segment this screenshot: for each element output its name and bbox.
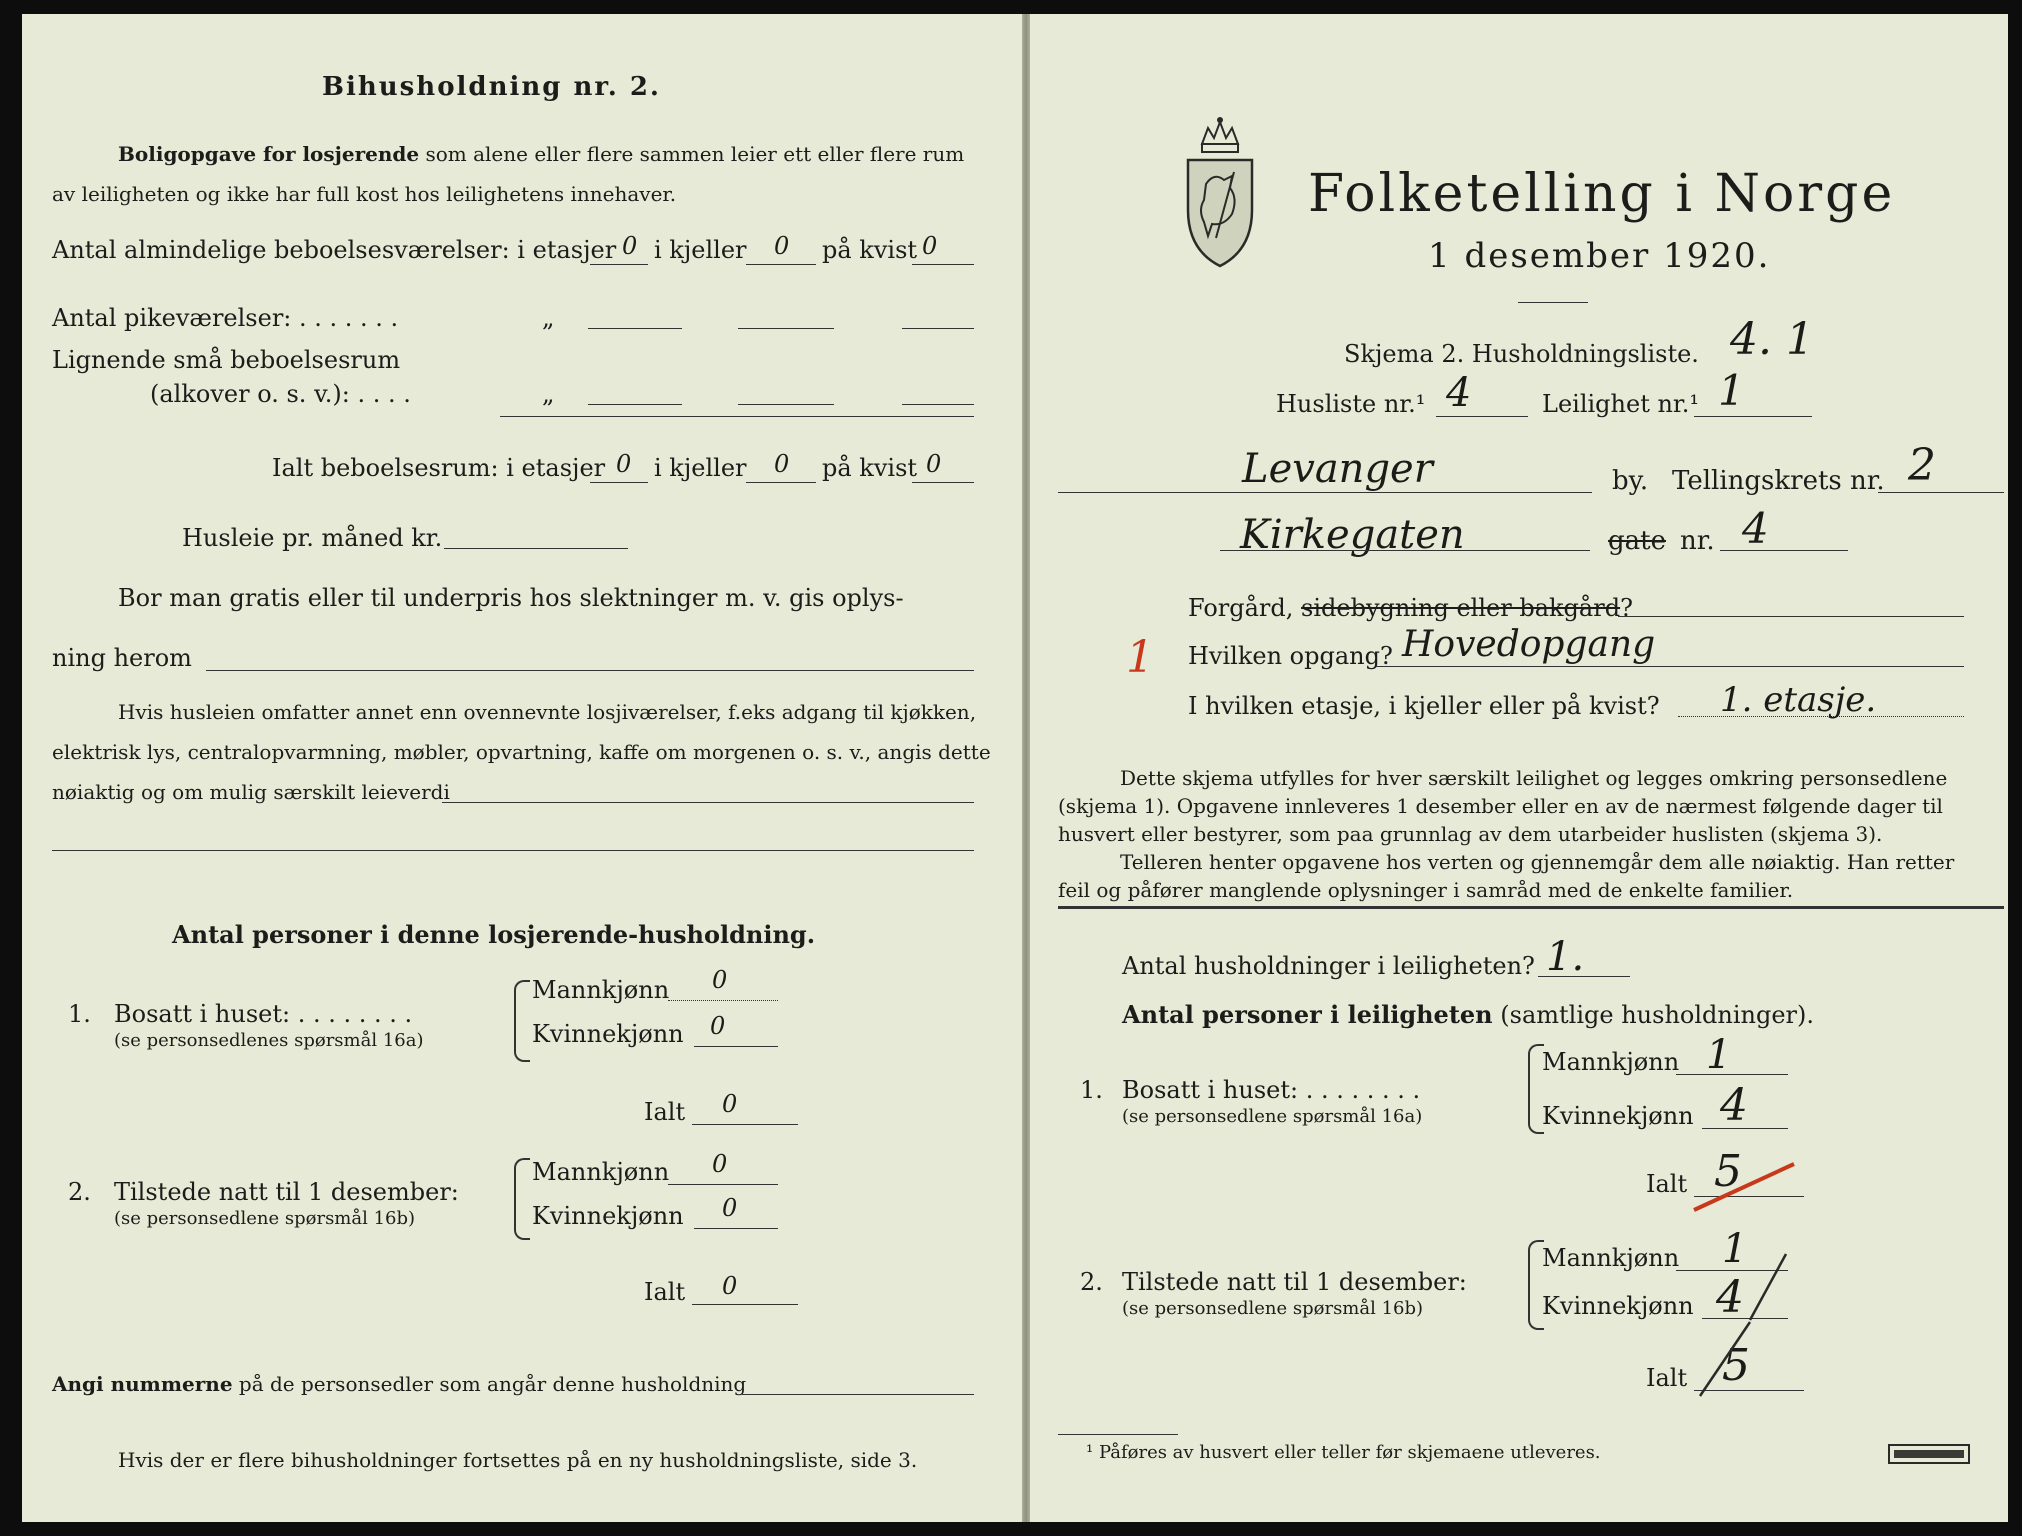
rq2-ialt-label: Ialt [1646, 1364, 1688, 1392]
by-line [1058, 492, 1592, 493]
husholdninger-value: 1. [1546, 934, 1585, 980]
pike-line-1 [588, 328, 682, 329]
forgard-label [1188, 594, 1633, 622]
rooms-kjeller-line [746, 264, 816, 265]
q2-label: Tilstede natt til 1 desember: [114, 1178, 459, 1206]
rooms-kjeller-label: i kjeller [654, 236, 747, 264]
ialt-etasjer-line [590, 482, 648, 483]
q2-sub: (se personsedlene spørsmål 16b) [114, 1208, 416, 1229]
ialt-kjeller-label: i kjeller [654, 454, 747, 482]
rooms-kvist-line [912, 264, 974, 265]
q1-kvinne-label: Kvinnekjønn [532, 1020, 684, 1048]
q2-mann-line [668, 1184, 778, 1185]
left-page [22, 14, 1022, 1522]
ialt-kjeller-value: 0 [774, 450, 790, 478]
rq1-mann-label: Mannkjønn [1542, 1048, 1680, 1076]
etasje-value: 1. etasje. [1720, 680, 1877, 720]
rooms-label: Antal almindelige beboelsesværelser: i etasjer [52, 236, 617, 264]
section-rule-right [1058, 906, 2004, 909]
gate-label: gate [1608, 526, 1666, 556]
q1-ialt-label: Ialt [644, 1098, 686, 1126]
ialt-kjeller-line [746, 482, 816, 483]
by-label: by. [1612, 466, 1649, 496]
bor-line [206, 670, 974, 671]
forgard-line [1618, 616, 1964, 617]
husleie-label: Husleie pr. måned kr. [182, 524, 443, 552]
q2-mann-value: 0 [712, 1150, 728, 1178]
rooms-kvist-label: på kvist [822, 236, 918, 264]
ialt-kvist-label: på kvist [822, 454, 918, 482]
persons-bold: Antal personer i leiligheten [1122, 1000, 1493, 1029]
q2-number: 2. [68, 1178, 91, 1206]
husholdninger-label: Antal husholdninger i leiligheten? [1122, 952, 1535, 980]
instr-line-4: Telleren henter opgavene hos verten og gjennemgår dem alle nøiaktig. Han retter [1120, 850, 1955, 874]
q1-ialt-line [692, 1124, 798, 1125]
pike-line-2 [738, 328, 834, 329]
rooms-kvist-value: 0 [922, 232, 938, 260]
rq2-kvinne-value: 4 [1716, 1272, 1744, 1323]
rooms-kjeller-value: 0 [774, 232, 790, 260]
q1-kvinne-line [694, 1046, 778, 1047]
norwegian-coat-of-arms-icon [1180, 114, 1260, 274]
corner-note: 4. 1 [1730, 314, 1814, 365]
husliste-value: 4 [1446, 370, 1472, 416]
husliste-line [1436, 416, 1528, 417]
q1-sub: (se personsedlenes spørsmål 16a) [114, 1030, 424, 1051]
rq1-number: 1. [1080, 1076, 1103, 1104]
rq2-ialt-value: 5 [1722, 1340, 1750, 1391]
q1-mann-value: 0 [712, 966, 728, 994]
red-correction-stroke-icon [1690, 1154, 1800, 1214]
rq1-sub: (se personsedlene spørsmål 16a) [1122, 1106, 1423, 1127]
rq1-kvinne-label: Kvinnekjønn [1542, 1102, 1694, 1130]
alkover-label: (alkover o. s. v.): . . . . [150, 380, 411, 408]
forgard-question: ? [1620, 594, 1633, 622]
gate-nr-value: 4 [1742, 504, 1769, 553]
q1-label: Bosatt i huset: . . . . . . . . [114, 1000, 413, 1028]
rooms-etasjer-value: 0 [622, 232, 638, 260]
rq1-mann-line [1676, 1074, 1788, 1075]
bihusholdning-title: Bihusholdning nr. 2. [322, 72, 661, 102]
intro-line-2: av leiligheten og ikke har full kost hos leilighetens innehaver. [52, 182, 677, 206]
pike-line-3 [902, 328, 974, 329]
q2-brace [514, 1158, 530, 1240]
rq1-label: Bosatt i huset: . . . . . . . . [1122, 1076, 1421, 1104]
pencil-check-strokes-icon [1670, 1250, 1790, 1400]
q2-ialt-label: Ialt [644, 1278, 686, 1306]
leieverdi-line [442, 802, 974, 803]
q2-ialt-value: 0 [722, 1272, 738, 1300]
leilighet-line [1694, 416, 1812, 417]
ialt-kvist-line [912, 482, 974, 483]
leilighet-label: Leilighet nr.¹ [1542, 390, 1700, 418]
title-rule [1518, 302, 1588, 303]
sum-rule [500, 416, 974, 417]
persons-heading: Antal personer i denne losjerende-husholdning. [172, 920, 816, 949]
alkover-line-1 [588, 404, 682, 405]
q1-mann-label: Mannkjønn [532, 976, 670, 1004]
gate-nr-line [1720, 550, 1848, 551]
bor-line-1: Bor man gratis eller til underpris hos slektninger m. v. gis oplys- [118, 584, 904, 612]
footnote: ¹ Påføres av husvert eller teller før skjemaene utleveres. [1086, 1442, 1601, 1463]
angi-bold: Angi nummerne [52, 1372, 233, 1396]
persons-rest: (samtlige husholdninger). [1500, 1001, 1815, 1029]
rq2-label: Tilstede natt til 1 desember: [1122, 1268, 1467, 1296]
gate-line [1220, 550, 1590, 551]
skjema-label: Skjema 2. Husholdningsliste. [1344, 340, 1699, 368]
q2-mann-label: Mannkjønn [532, 1158, 670, 1186]
rq2-sub: (se personsedlene spørsmål 16b) [1122, 1298, 1424, 1319]
bor-line-2: ning herom [52, 644, 192, 672]
husliste-label: Husliste nr.¹ [1276, 390, 1426, 418]
opgang-value: Hovedopgang [1402, 624, 1656, 665]
note-line-1: Hvis husleien omfatter annet enn ovennevnte losjiværelser, f.eks adgang til kjøkken, [118, 700, 977, 724]
persons-heading-right [1122, 1000, 1814, 1029]
by-value: Levanger [1242, 446, 1433, 492]
ialt-kvist-value: 0 [926, 450, 942, 478]
instr-line-5: feil og påfører manglende oplysninger i samråd med de enkelte familier. [1058, 878, 1794, 902]
q2-ialt-line [692, 1304, 798, 1305]
alkover-line-3 [902, 404, 974, 405]
q1-brace [514, 980, 530, 1062]
instr-line-1: Dette skjema utfylles for hver særskilt leilighet og legges omkring personsedlene [1120, 766, 1948, 790]
angi-rest: på de personsedler som angår denne husholdning [238, 1372, 747, 1396]
forgard-text: Forgård, [1188, 594, 1294, 622]
pike-ditto: „ [542, 304, 555, 332]
ialt-etasjer-value: 0 [616, 450, 632, 478]
rq2-mann-label: Mannkjønn [1542, 1244, 1680, 1272]
main-title: Folketelling i Norge [1308, 164, 1896, 224]
pike-label: Antal pikeværelser: . . . . . . . [52, 304, 399, 332]
q2-kvinne-label: Kvinnekjønn [532, 1202, 684, 1230]
lignende-label: Lignende små beboelsesrum [52, 346, 401, 374]
gate-nr-label: nr. [1680, 526, 1715, 556]
q2-kvinne-value: 0 [722, 1194, 738, 1222]
intro-bold: Boligopgave for losjerende [118, 142, 420, 166]
rq1-mann-value: 1 [1706, 1032, 1732, 1078]
q1-ialt-value: 0 [722, 1090, 738, 1118]
note-line-3: nøiaktig og om mulig særskilt leieverdi [52, 780, 450, 804]
tellingskrets-value: 2 [1908, 440, 1936, 491]
alkover-line-2 [738, 404, 834, 405]
angi-line [52, 1372, 746, 1396]
left-footer: Hvis der er flere bihusholdninger fortsettes på en ny husholdningsliste, side 3. [118, 1448, 918, 1472]
q1-mann-line [668, 1000, 778, 1001]
section-rule-left [52, 850, 974, 851]
tellingskrets-line [1878, 492, 2004, 493]
instr-line-3: husvert eller bestyrer, som paa grunnlag av dem utarbeider huslisten (skjema 3). [1058, 822, 1883, 846]
tellingskrets-label: Tellingskrets nr. [1672, 466, 1885, 496]
intro-line-1 [118, 142, 964, 166]
gate-value: Kirkegaten [1240, 512, 1465, 558]
census-date: 1 desember 1920. [1428, 236, 1771, 276]
rq1-kvinne-value: 4 [1720, 1080, 1748, 1131]
rq2-number: 2. [1080, 1268, 1103, 1296]
q2-kvinne-line [694, 1228, 778, 1229]
alkover-ditto: „ [542, 380, 555, 408]
opgang-label: Hvilken opgang? [1188, 642, 1393, 670]
right-page [1030, 14, 2008, 1522]
rq1-ialt-value: 5 [1714, 1146, 1742, 1197]
etasje-label: I hvilken etasje, i kjeller eller på kvist? [1188, 692, 1660, 720]
rooms-etasjer-line [590, 264, 648, 265]
rq2-kvinne-label: Kvinnekjønn [1542, 1292, 1694, 1320]
rq2-mann-value: 1 [1722, 1226, 1748, 1272]
printer-stamp-icon [1888, 1444, 1970, 1464]
husleie-line [444, 548, 628, 549]
footnote-rule [1058, 1434, 1178, 1435]
rq1-ialt-label: Ialt [1646, 1170, 1688, 1198]
opgang-red-mark: 1 [1126, 632, 1154, 683]
q1-number: 1. [68, 1000, 91, 1028]
intro-rest: som alene eller flere sammen leier ett eller flere rum [425, 142, 965, 166]
leilighet-value: 1 [1718, 366, 1745, 415]
ialt-rooms-label: Ialt beboelsesrum: i etasjer [272, 454, 606, 482]
opgang-line [1376, 666, 1964, 667]
forgard-struck: sidebygning eller bakgård [1301, 594, 1621, 622]
angi-line-rule [742, 1394, 974, 1395]
note-line-2: elektrisk lys, centralopvarmning, møbler, opvartning, kaffe om morgenen o. s. v., angis dette [52, 740, 991, 764]
q1-kvinne-value: 0 [710, 1012, 726, 1040]
instr-line-2: (skjema 1). Opgavene innleveres 1 desember eller en av de nærmest følgende dager til [1058, 794, 1943, 818]
